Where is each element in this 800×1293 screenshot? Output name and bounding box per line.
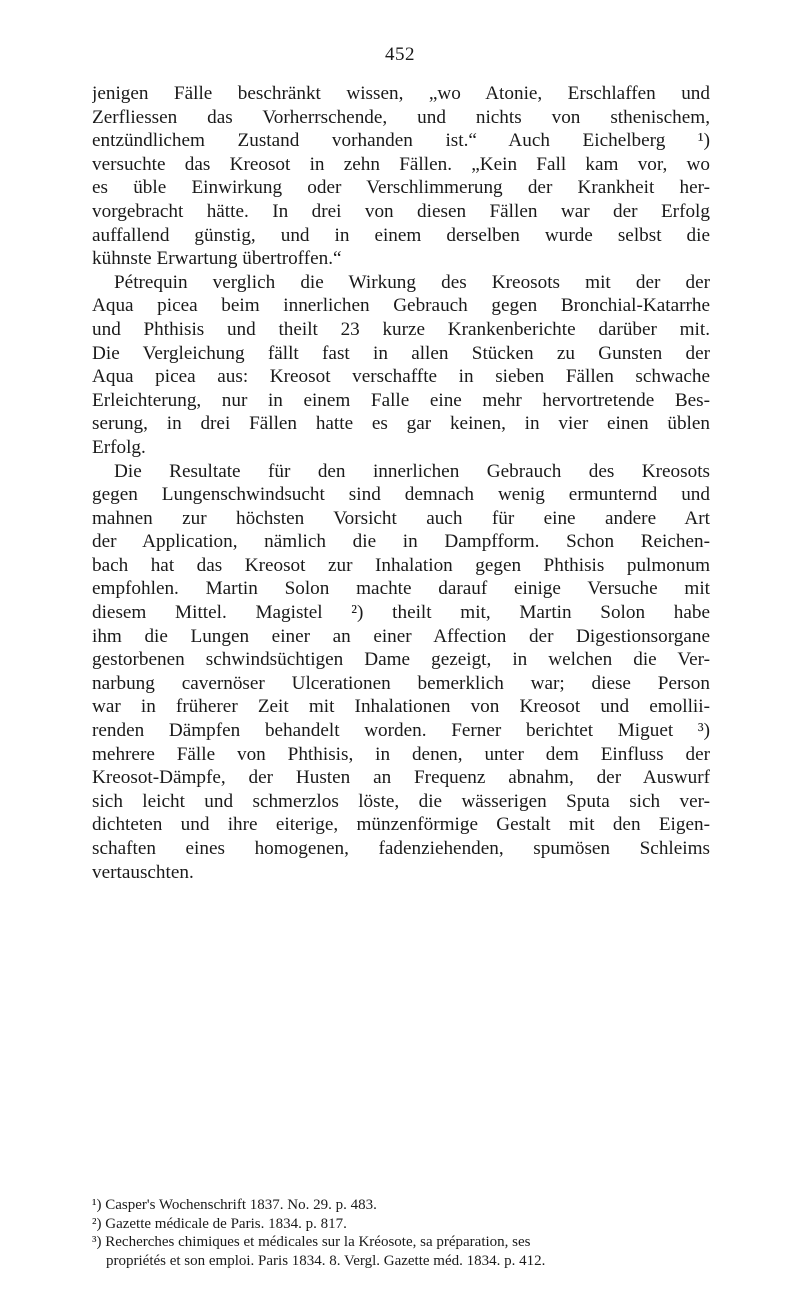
text-line: Erfolg.	[92, 436, 146, 458]
text-line: narbung cavernöser Ulcerationen bemerklich war; diese Person	[92, 672, 710, 694]
text-line: vorgebracht hätte. In drei von diesen Fällen war der Erfolg	[92, 200, 710, 222]
text-line: bach hat das Kreosot zur Inhalation gegen Phthisis pulmonum	[92, 554, 710, 576]
text-line: sich leicht und schmerzlos löste, die wässerigen Sputa sich ver-	[92, 790, 710, 812]
text-line: schaften eines homogenen, fadenziehenden, spumösen Schleims	[92, 838, 710, 859]
text-line: dichteten und ihre eiterige, münzenförmige Gestalt mit den Eigen-	[92, 814, 710, 836]
text-line: auffallend günstig, und in einem derselben wurde selbst die	[92, 224, 710, 246]
text-line: Aqua picea beim innerlichen Gebrauch gegen Bronchial-Katarrhe	[92, 295, 710, 317]
page-number: 452	[385, 44, 415, 65]
text-line: Aqua picea aus: Kreosot verschaffte in sieben Fällen schwache	[92, 366, 710, 388]
footnote-3: ³) Recherches chimiques et médicales sur la Kréosote, sa préparation, ses	[92, 1234, 531, 1251]
text-line: gestorbenen schwindsüchtigen Dame gezeigt, in welchen die Ver-	[92, 649, 710, 671]
text-line: renden Dämpfen behandelt worden. Ferner berichtet Miguet ³)	[92, 720, 710, 742]
text-line: Kreosot-Dämpfe, der Husten an Frequenz abnahm, der Auswurf	[92, 767, 710, 789]
footnotes	[92, 1196, 710, 1270]
footnote-1: ¹) Casper's Wochenschrift 1837. No. 29. p. 483.	[92, 1197, 377, 1213]
text-line: Die Vergleichung fällt fast in allen Stücken zu Gunsten der	[92, 342, 710, 364]
body-text	[92, 82, 710, 884]
text-line: empfohlen. Martin Solon machte darauf einige Versuche mit	[92, 578, 710, 600]
text-line: ihm die Lungen einer an einer Affection der Digestionsorgane	[92, 625, 710, 647]
text-line: jenigen Fälle beschränkt wissen, „wo Atonie, Erschlaffen und	[92, 83, 710, 104]
text-line: kühnste Erwartung übertroffen.“	[92, 248, 342, 270]
text-line: versuchte das Kreosot in zehn Fällen. „Kein Fall kam vor, wo	[92, 153, 710, 175]
text-line: diesem Mittel. Magistel ²) theilt mit, Martin Solon habe	[92, 602, 710, 624]
text-line: Zerfliessen das Vorherrschende, und nichts von sthenischem,	[92, 106, 710, 128]
footnote-3-continued: propriétés et son emploi. Paris 1834. 8. Vergl. Gazette méd. 1834. p. 412.	[106, 1252, 546, 1269]
text-line: und Phthisis und theilt 23 kurze Krankenberichte darüber mit.	[92, 318, 710, 340]
text-line: gegen Lungenschwindsucht sind demnach wenig ermunternd und	[92, 484, 710, 506]
text-line: serung, in drei Fällen hatte es gar keinen, in vier einen üblen	[92, 413, 710, 435]
text-line: es üble Einwirkung oder Verschlimmerung der Krankheit her-	[92, 177, 710, 199]
text-line: mahnen zur höchsten Vorsicht auch für eine andere Art	[92, 507, 710, 529]
text-line: mehrere Fälle von Phthisis, in denen, unter dem Einfluss der	[92, 743, 710, 765]
text-line: entzündlichem Zustand vorhanden ist.“ Auch Eichelberg ¹)	[92, 130, 710, 152]
text-line: Erleichterung, nur in einem Falle eine mehr hervortretende Bes-	[92, 389, 710, 411]
footnote-2: ²) Gazette médicale de Paris. 1834. p. 817.	[92, 1215, 347, 1232]
text-line: der Application, nämlich die in Dampfform. Schon Reichen-	[92, 531, 710, 553]
text-line: Pétrequin verglich die Wirkung des Kreosots mit der der	[114, 271, 710, 293]
text-line: war in früherer Zeit mit Inhalationen von Kreosot und emollii-	[92, 696, 710, 718]
text-line: vertauschten.	[92, 861, 194, 883]
text-line: Die Resultate für den innerlichen Gebrauch des Kreosots	[114, 460, 710, 482]
